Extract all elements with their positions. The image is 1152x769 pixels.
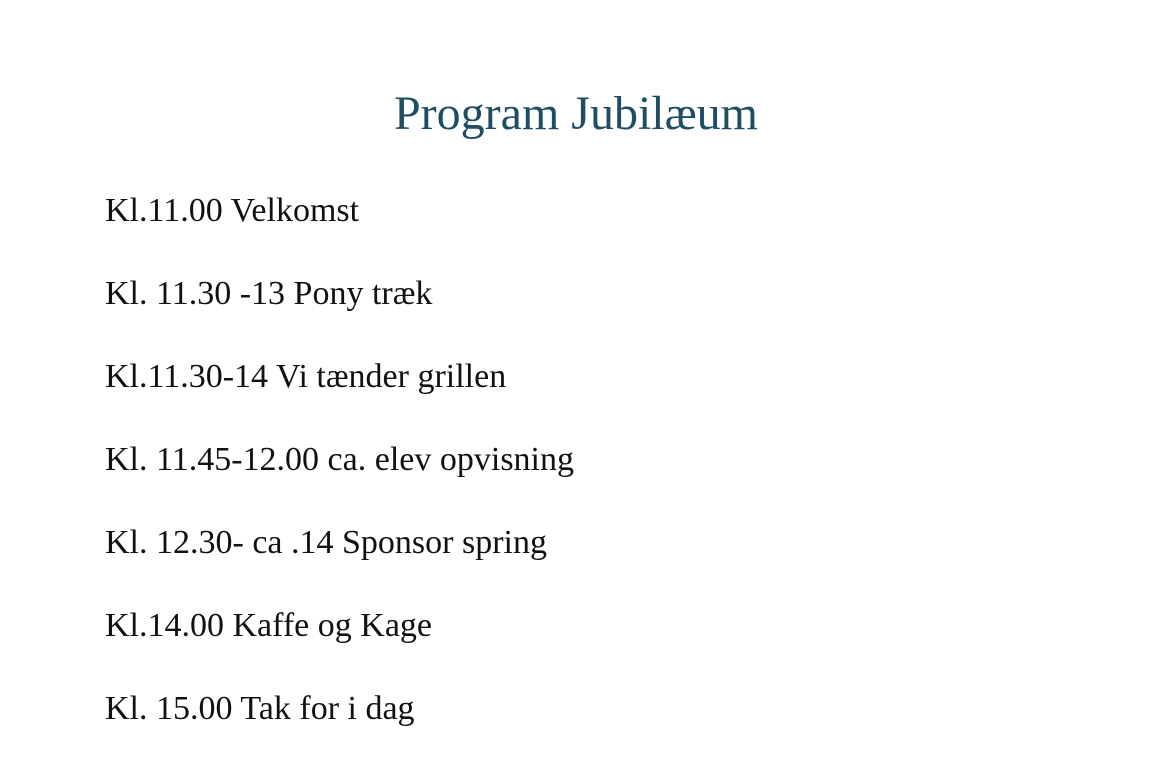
program-item-pony-ride: Kl. 11.30 -13 Pony træk bbox=[105, 275, 433, 312]
program-item-grill: Kl.11.30-14 Vi tænder grillen bbox=[105, 358, 507, 395]
program-list bbox=[105, 188, 574, 769]
program-item-coffee-cake: Kl.14.00 Kaffe og Kage bbox=[105, 607, 433, 644]
page-title: Program Jubilæum bbox=[393, 87, 758, 140]
program-item-student-show: Kl. 11.45-12.00 ca. elev opvisning bbox=[105, 441, 574, 478]
program-item-thanks: Kl. 15.00 Tak for i dag bbox=[105, 690, 415, 727]
program-item-sponsor-jumping: Kl. 12.30- ca .14 Sponsor spring bbox=[105, 524, 547, 561]
program-item-welcome: Kl.11.00 Velkomst bbox=[105, 192, 360, 229]
